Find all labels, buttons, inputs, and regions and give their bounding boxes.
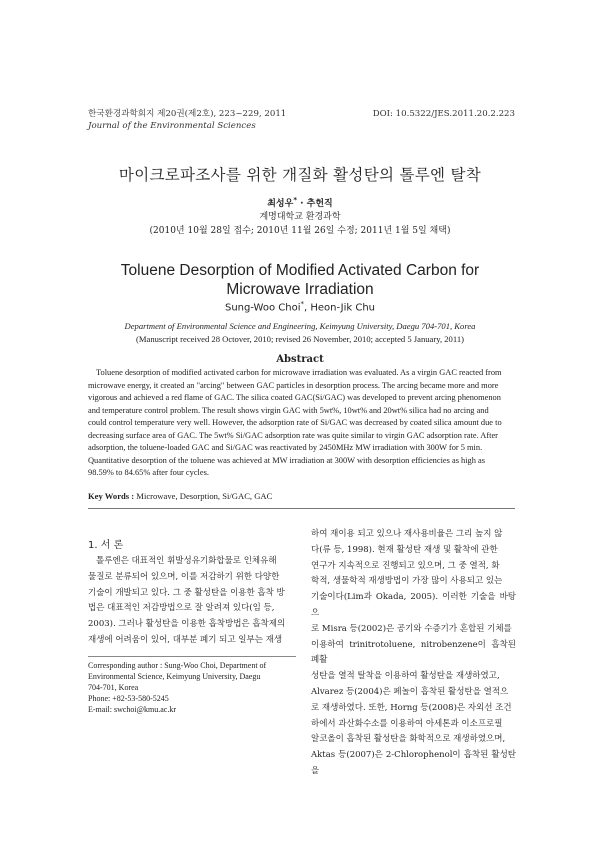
title-english-line2: Microwave Irradiation xyxy=(226,281,374,298)
abstract-heading: Abstract xyxy=(276,354,324,365)
paragraph-line: 하에서 과산화수소를 이용하여 아세톤과 이소프로필 xyxy=(311,718,503,729)
affiliation-korean: 계명대학교 환경과학 xyxy=(259,212,341,222)
paragraph-line: Alvarez 등(2004)은 페놀이 흡착된 활성탄을 열적으 xyxy=(311,686,509,697)
footnote-line: Environmental Science, Keimyung University, Daegu xyxy=(88,672,261,681)
abstract-line: microwave energy, it created an "arcing" between GAC particles in desorption process. The arcing became more and more xyxy=(88,380,499,390)
paragraph-line: 톨루엔은 대표적인 휘발성유기화합물로 인체유해 xyxy=(96,556,277,566)
keywords xyxy=(88,491,272,501)
paragraph-line: 연구가 지속적으로 진행되고 있으며, 그 중 열적, 화 xyxy=(311,560,500,571)
abstract-body xyxy=(88,367,514,480)
paragraph-line: 이용하여 trinitrotoluene, nitrobenzene이 흡착된 폐활 xyxy=(311,639,516,666)
divider xyxy=(88,508,515,509)
paragraph-line: 학적, 생물학적 재생방법이 가장 많이 사용되고 있는 xyxy=(311,576,503,587)
abstract-line: adsorption, the toluene-loaded GAC and Si/GAC was reactivated by 2450MHz MW irradiation with 300W for 5 min. xyxy=(88,443,483,452)
paragraph-line: 로 재생하였다. 또한, Horng 등(2008)은 자외선 조건 xyxy=(311,702,512,713)
dates-english: (Manuscript received 28 Octover, 2010; revised 26 November, 2010; accepted 5 January, 2011) xyxy=(136,334,464,344)
right-column-body xyxy=(311,527,516,780)
keywords-label: Key Words : xyxy=(88,491,135,501)
paragraph-line: 기술이다(Lim과 Okada, 2005). 이러한 기술을 바탕으 xyxy=(311,592,516,618)
paragraph-line: 다(류 등, 1998). 현재 활성탄 재생 및 활착에 관한 xyxy=(311,544,498,555)
journal-name: Journal of the Environmental Sciences xyxy=(88,121,256,131)
footnote-rule xyxy=(88,656,296,657)
left-column-body xyxy=(88,554,296,649)
paragraph-line: 하여 재이용 되고 있으나 재사용비율은 그리 높지 않 xyxy=(311,529,503,539)
footnote xyxy=(88,660,296,715)
abstract-line: 98.59% to 84.65% after four cycles. xyxy=(88,468,209,477)
paragraph-line: 물질로 분류되어 있으며, 이를 저감하기 위한 다양한 xyxy=(88,571,280,582)
paragraph-line: 2003). 그러나 활성탄을 이용한 흡착방법은 흡착제의 xyxy=(88,619,286,630)
paragraph-line: 재생에 어려움이 있어, 대부분 폐기 되고 일부는 재생 xyxy=(88,634,283,645)
paragraph-line: 성탄을 열적 탈착을 이용하여 활성탄을 재생하였고, xyxy=(311,671,500,682)
keywords-list: Microwave, Desorption, Si/GAC, GAC xyxy=(134,491,273,501)
paragraph-line: 로 Misra 등(2002)은 공기와 수증기가 혼합된 기체를 xyxy=(311,623,512,634)
paragraph-line: 법은 대표적인 저감방법으로 잘 알려져 있다(임 등, xyxy=(88,603,275,614)
authors-english: Sung-Woo Choi*, Heon-Jik Chu xyxy=(224,300,376,314)
title-english-line1: Toluene Desorption of Modified Activated Carbon for xyxy=(120,262,480,279)
abstract-line: and temperature control problem. The result shows virgin GAC with 5wt%, 10wt% and 20wt% silica had no arcing and xyxy=(88,405,489,415)
journal-citation: 한국환경과학회지 제20권(제2호), 223~229, 2011 xyxy=(88,109,287,119)
paragraph-line: 알코올이 흡착된 활성탄을 화학적으로 재생하였으며, xyxy=(311,734,506,745)
paragraph-line: Aktas 등(2007)은 2-Chlorophenol이 흡착된 활성탄을 xyxy=(311,750,516,776)
doi: DOI: 10.5322/JES.2011.20.2.223 xyxy=(372,109,515,119)
affiliation-english: Department of Environmental Science and Engineering, Keimyung University, Daegu 704-701, Korea xyxy=(124,321,476,331)
abstract-line: Quantitative desorption of the toluene was achieved at MW irradiation at 300W with desorption efficiencies as high as xyxy=(88,455,486,465)
dates-korean: (2010년 10월 28일 접수; 2010년 11월 26일 수정; 2011년 1월 5일 채택) xyxy=(149,226,451,236)
abstract-line: could control temperature very well. However, the adsorption rate of Si/GAC was decreased by coated silica amount due to xyxy=(88,418,502,427)
abstract-line: decreasing surface area of GAC. The 5wt% Si/GAC adsorption rate was quite similar to virgin GAC adsorption rate. After xyxy=(88,430,498,440)
footnote-line: Phone: +82-53-580-5245 xyxy=(88,694,169,703)
paragraph-line: 기술이 개발되고 있다. 그 중 활성탄을 이용한 흡착 방 xyxy=(88,587,285,598)
section-heading: 1. 서 론 xyxy=(88,540,124,551)
footnote-line: Corresponding author : Sung-Woo Choi, Department of xyxy=(88,661,267,670)
authors-korean: 최성우* · 추헌직 xyxy=(267,196,333,209)
title-korean: 마이크로파조사를 위한 개질화 활성탄의 톨루엔 탈착 xyxy=(118,166,482,184)
footnote-line: E-mail: swchoi@kmu.ac.kr xyxy=(88,705,177,714)
abstract-line: vigorous and achieved a red flame of GAC. The silica coated GAC(Si/GAC) was developed to prevent arcing phenomenon xyxy=(88,393,501,402)
abstract-line: Toluene desorption of modified activated carbon for microwave irradiation was evaluated. As a virgin GAC reacted from xyxy=(96,368,502,377)
footnote-line: 704-701, Korea xyxy=(88,683,139,692)
